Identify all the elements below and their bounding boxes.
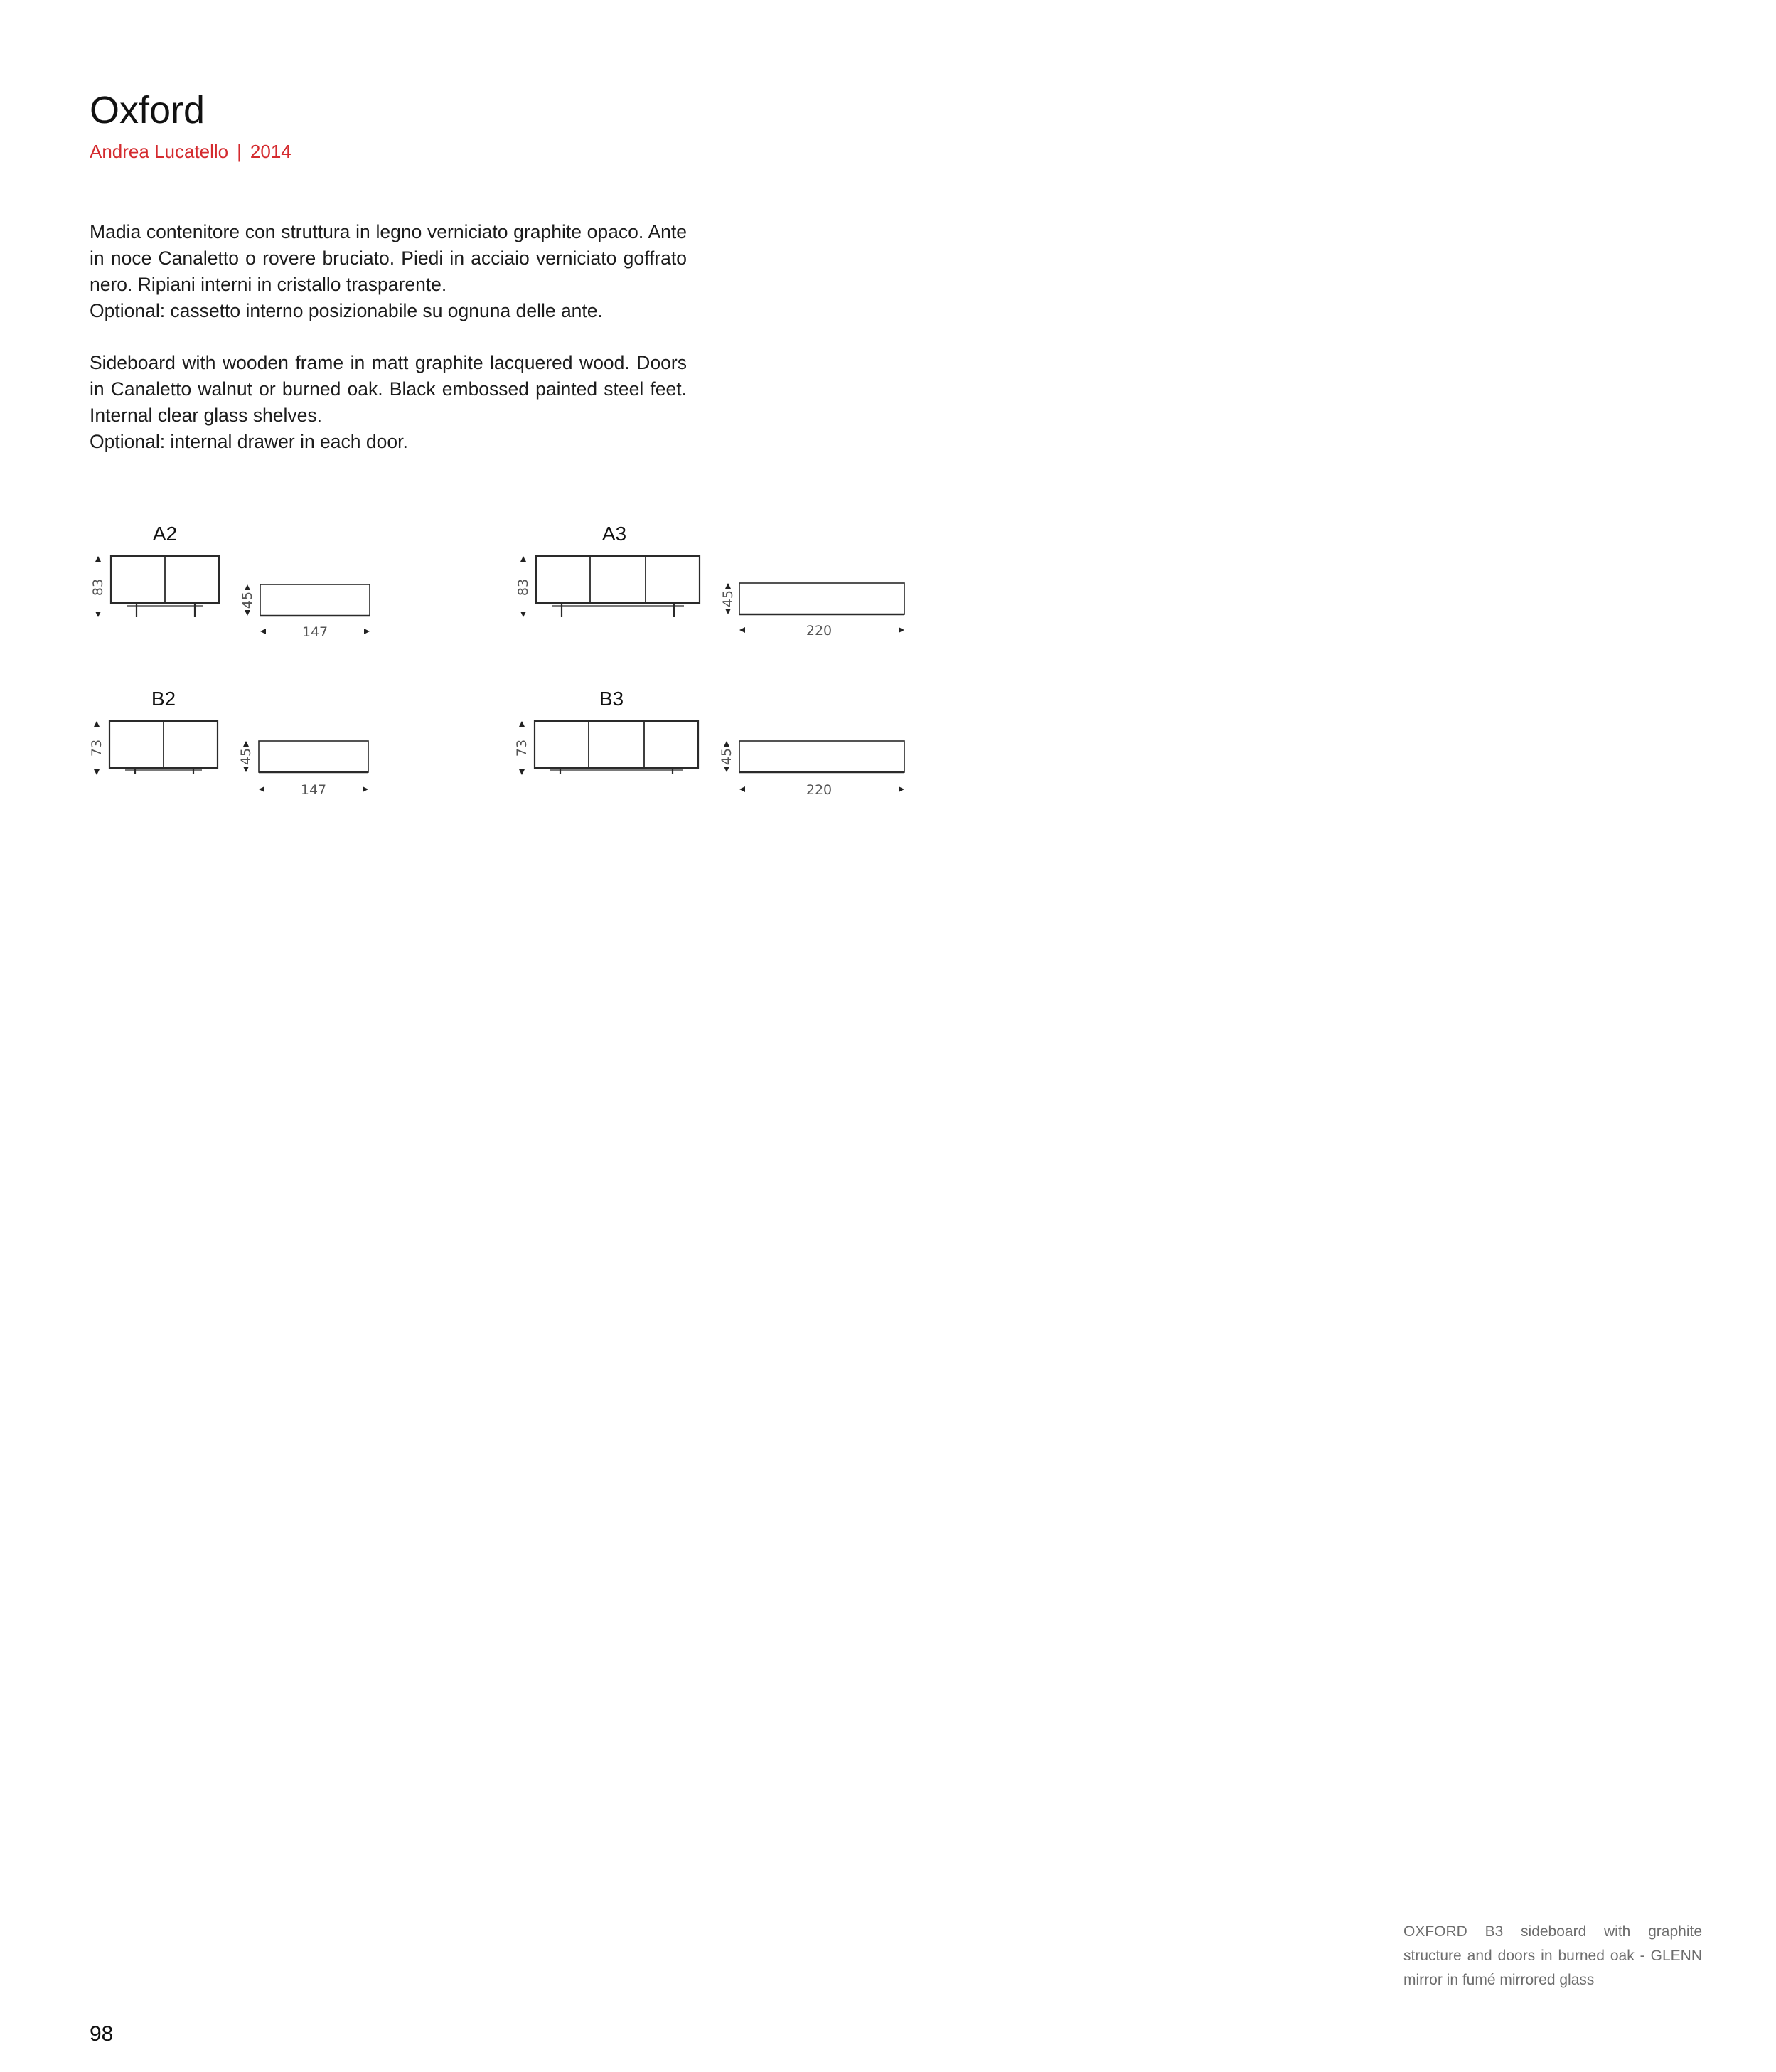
arrow-up-icon — [95, 556, 101, 562]
model-b3-drawing — [514, 688, 904, 798]
width-dimension: 147 — [300, 782, 327, 798]
height-dimension: 83 — [90, 578, 106, 597]
width-dimension: 220 — [806, 782, 833, 798]
top-view-body — [260, 584, 370, 616]
arrow-right-icon — [899, 627, 904, 633]
top-view-body — [739, 741, 904, 772]
front-view-body — [535, 721, 698, 768]
model-code-label: B2 — [151, 688, 176, 710]
model-code-label: A2 — [152, 523, 178, 545]
height-dimension: 83 — [515, 578, 531, 597]
front-view-body — [111, 556, 219, 603]
arrow-up-icon — [520, 556, 526, 562]
arrow-up-icon — [245, 584, 250, 590]
width-dimension: 220 — [806, 623, 833, 639]
depth-dimension: 45 — [719, 747, 734, 766]
height-dimension: 73 — [514, 739, 530, 757]
arrow-down-icon — [243, 767, 249, 772]
front-view-body — [536, 556, 700, 603]
credit-separator: | — [237, 141, 242, 162]
model-a2-drawing — [90, 523, 370, 640]
description-english — [90, 350, 687, 455]
top-view-body — [259, 741, 368, 772]
arrow-up-icon — [94, 721, 100, 727]
arrow-right-icon — [364, 629, 370, 634]
width-dimension: 147 — [301, 624, 328, 640]
top-view-body — [739, 583, 904, 614]
model-code-label: B3 — [599, 688, 624, 710]
height-dimension: 73 — [89, 739, 105, 757]
arrow-right-icon — [899, 786, 904, 792]
arrow-down-icon — [520, 612, 526, 617]
arrow-up-icon — [724, 741, 729, 747]
arrow-up-icon — [243, 741, 249, 747]
arrow-down-icon — [94, 769, 100, 775]
description-paragraph: Optional: internal drawer in each door. — [90, 431, 408, 452]
arrow-left-icon — [259, 786, 264, 792]
model-b2-drawing — [89, 688, 368, 798]
designer-credit — [90, 142, 291, 161]
design-year: 2014 — [250, 141, 291, 162]
depth-dimension: 45 — [720, 589, 736, 608]
description-paragraph: Madia contenitore con struttura in legno verniciato graphite opaco. Ante in noce Canaletto o rovere bruciato. Piedi in acciaio verniciato goffrato nero. Ripiani interni in cristallo trasparente. — [90, 221, 687, 295]
arrow-up-icon — [725, 583, 731, 589]
model-a3-drawing — [515, 523, 904, 639]
description-paragraph: Optional: cassetto interno posizionabile su ognuna delle ante. — [90, 300, 603, 321]
arrow-left-icon — [260, 629, 266, 634]
designer-name: Andrea Lucatello — [90, 141, 229, 162]
arrow-down-icon — [725, 609, 731, 614]
depth-dimension: 45 — [240, 591, 255, 609]
arrow-up-icon — [519, 721, 525, 727]
front-view-body — [109, 721, 218, 768]
model-code-label: A3 — [601, 523, 627, 545]
arrow-down-icon — [245, 610, 250, 616]
page-number: 98 — [90, 2022, 114, 2046]
arrow-left-icon — [739, 627, 745, 633]
arrow-down-icon — [724, 767, 729, 772]
description-italian — [90, 219, 687, 324]
arrow-left-icon — [739, 786, 745, 792]
depth-dimension: 45 — [238, 747, 254, 766]
arrow-down-icon — [95, 612, 101, 617]
arrow-right-icon — [363, 786, 368, 792]
description-paragraph: Sideboard with wooden frame in matt graphite lacquered wood. Doors in Canaletto walnut or burned oak. Black embossed painted steel feet. Internal clear glass shelves. — [90, 352, 687, 426]
image-caption: OXFORD B3 sideboard with graphite structure and doors in burned oak - GLENN mirror in fumé mirrored glass — [1403, 1923, 1702, 1988]
page-title: Oxford — [90, 89, 205, 132]
arrow-down-icon — [519, 769, 525, 775]
